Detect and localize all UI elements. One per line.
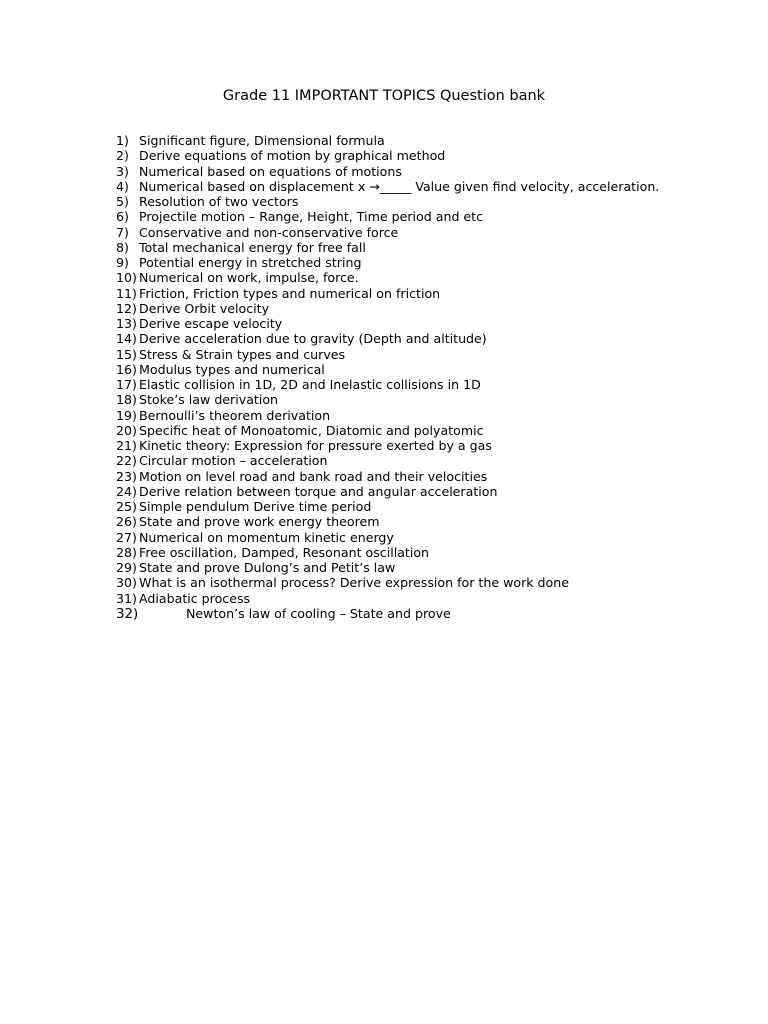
topic-text: Free oscillation, Damped, Resonant oscillation <box>139 544 430 560</box>
topic-text: Numerical based on displacement x →_____ Value given find velocity, acceleration. <box>139 178 660 194</box>
topic-number: 17) <box>116 377 137 392</box>
document-title: Grade 11 IMPORTANT TOPICS Question bank <box>222 88 546 104</box>
topic-number: 28) <box>116 544 137 560</box>
topic-number: 8) <box>116 239 129 255</box>
topic-number: 27) <box>116 529 137 545</box>
topic-item <box>116 453 659 468</box>
topic-item <box>116 286 659 301</box>
topic-number: 7) <box>116 224 129 240</box>
topic-item <box>116 331 659 346</box>
topic-text: Derive escape velocity <box>139 316 283 331</box>
topic-number: 22) <box>116 453 137 469</box>
topic-text: Newton’s law of cooling – State and prove <box>186 605 451 621</box>
topic-text: Resolution of two vectors <box>139 194 299 209</box>
topic-item <box>116 225 659 240</box>
topic-number: 10) <box>116 270 137 286</box>
topic-text: Numerical on momentum kinetic energy <box>139 529 394 545</box>
topic-text: Conservative and non-conservative force <box>139 224 399 240</box>
topic-item <box>116 240 659 255</box>
topic-number: 2) <box>116 148 129 164</box>
topic-text: Derive Orbit velocity <box>139 300 270 316</box>
topic-item <box>116 377 659 392</box>
topic-text: Stoke’s law derivation <box>139 392 279 408</box>
topic-item <box>116 133 659 148</box>
topic-item <box>116 179 659 194</box>
topic-item <box>116 545 659 560</box>
topic-text: Derive acceleration due to gravity (Depth and altitude) <box>139 331 487 347</box>
topic-number: 21) <box>116 438 137 453</box>
topic-item <box>116 347 659 362</box>
topic-text: Friction, Friction types and numerical on friction <box>139 285 441 301</box>
topic-number: 24) <box>116 483 137 499</box>
topic-text: What is an isothermal process? Derive expression for the work done <box>139 575 569 591</box>
topic-text: Significant figure, Dimensional formula <box>139 133 385 148</box>
topic-item <box>116 530 659 545</box>
topic-text: Specific heat of Monoatomic, Diatomic and polyatomic <box>139 422 484 438</box>
topic-text: Projectile motion – Range, Height, Time period and etc <box>139 209 484 225</box>
topic-number: 12) <box>116 300 137 316</box>
topic-item <box>116 591 659 606</box>
topic-item <box>116 301 659 316</box>
topic-text: State and prove work energy theorem <box>139 514 380 530</box>
topic-number: 4) <box>116 178 129 194</box>
topic-number: 32) <box>116 606 139 622</box>
topic-number: 23) <box>116 468 137 484</box>
topic-item <box>116 209 659 224</box>
topic-item <box>116 164 659 179</box>
topic-number: 30) <box>116 575 137 591</box>
topic-item <box>116 408 659 423</box>
topic-item <box>116 606 659 622</box>
topic-item <box>116 499 659 514</box>
topic-text: Stress & Strain types and curves <box>139 346 346 362</box>
topic-item <box>116 514 659 529</box>
topic-item <box>116 392 659 407</box>
topic-text: Total mechanical energy for free fall <box>139 239 366 255</box>
topic-number: 15) <box>116 346 137 362</box>
topic-list <box>116 133 659 622</box>
topic-number: 16) <box>116 361 137 377</box>
topic-item <box>116 484 659 499</box>
topic-text: Bernoulli’s theorem derivation <box>139 407 331 423</box>
topic-text: Modulus types and numerical <box>139 361 325 377</box>
topic-item <box>116 270 659 285</box>
topic-number: 18) <box>116 392 137 408</box>
topic-text: Potential energy in stretched string <box>139 255 362 270</box>
topic-item <box>116 423 659 438</box>
topic-item <box>116 255 659 270</box>
topic-number: 9) <box>116 255 129 270</box>
topic-number: 11) <box>116 285 137 301</box>
topic-text: Kinetic theory: Expression for pressure exerted by a gas <box>139 438 492 453</box>
topic-text: Derive equations of motion by graphical method <box>139 148 446 164</box>
topic-number: 20) <box>116 422 137 438</box>
topic-text: Numerical on work, impulse, force. <box>139 270 359 286</box>
topic-item <box>116 362 659 377</box>
topic-text: State and prove Dulong’s and Petit’s law <box>139 560 396 575</box>
topic-item <box>116 469 659 484</box>
topic-item <box>116 194 659 209</box>
topic-item <box>116 560 659 575</box>
topic-number: 14) <box>116 331 137 347</box>
topic-text: Elastic collision in 1D, 2D and Inelastic collisions in 1D <box>139 377 481 392</box>
topic-item <box>116 575 659 590</box>
topic-text: Circular motion – acceleration <box>139 453 328 469</box>
topic-item <box>116 316 659 331</box>
topic-item <box>116 438 659 453</box>
topic-text: Derive relation between torque and angular acceleration <box>139 483 498 499</box>
topic-number: 6) <box>116 209 129 225</box>
topic-item <box>116 148 659 163</box>
topic-text: Adiabatic process <box>139 590 251 606</box>
topic-number: 25) <box>116 499 137 514</box>
topic-number: 1) <box>116 133 129 148</box>
topic-number: 31) <box>116 590 137 606</box>
topic-text: Numerical based on equations of motions <box>139 163 402 179</box>
topic-number: 29) <box>116 560 137 575</box>
topic-number: 19) <box>116 407 137 423</box>
topic-number: 13) <box>116 316 137 331</box>
topic-number: 5) <box>116 194 129 209</box>
topic-number: 26) <box>116 514 137 530</box>
topic-text: Simple pendulum Derive time period <box>139 499 372 514</box>
topic-number: 3) <box>116 163 129 179</box>
topic-text: Motion on level road and bank road and their velocities <box>139 468 488 484</box>
